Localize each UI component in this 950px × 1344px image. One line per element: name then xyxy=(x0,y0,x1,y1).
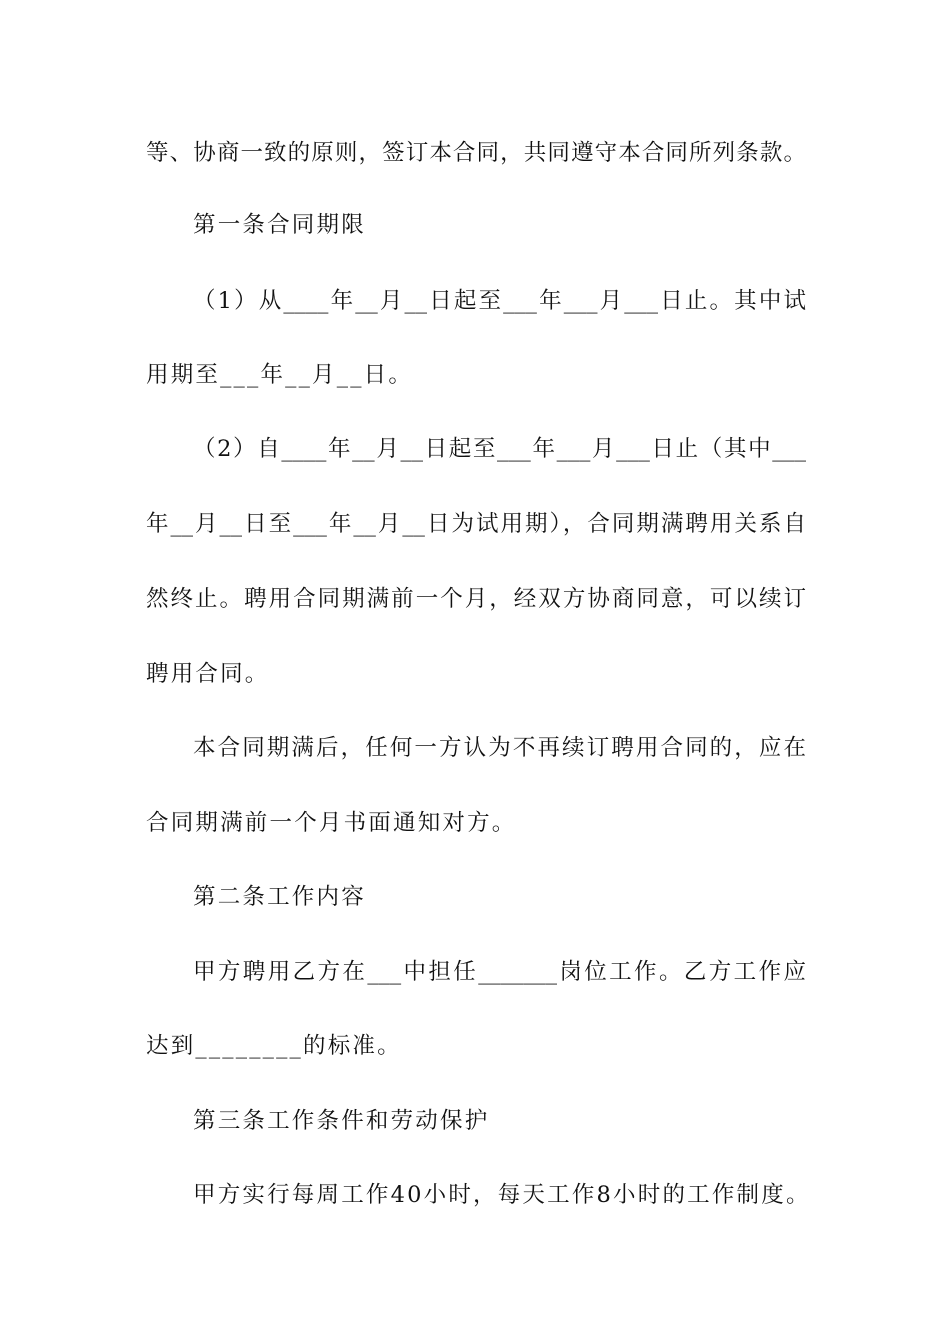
paragraph-line: 甲方实行每周工作40小时，每天工作8小时的工作制度。 xyxy=(193,1182,811,1208)
section-heading-work-content: 第二条工作内容 xyxy=(193,884,366,910)
paragraph-line: 本合同期满后，任何一方认为不再续订聘用合同的，应在 xyxy=(193,735,806,761)
section-heading-term: 第一条合同期限 xyxy=(193,212,366,238)
paragraph-line: 用期至___年__月__日。 xyxy=(146,362,414,388)
paragraph-line: 合同期满前一个月书面通知对方。 xyxy=(146,810,517,836)
paragraph-line: 达到________的标准。 xyxy=(146,1033,402,1059)
paragraph-line: 然终止。聘用合同期满前一个月，经双方协商同意，可以续订 xyxy=(146,586,806,612)
paragraph-line: （1）从____年__月__日起至___年___月___日止。其中试 xyxy=(193,288,806,314)
paragraph-line: （2）自____年__月__日起至___年___月___日止（其中___ xyxy=(193,436,806,462)
paragraph-line: 甲方聘用乙方在___中担任_______岗位工作。乙方工作应 xyxy=(193,959,806,985)
paragraph-line: 年__月__日至___年__月__日为试用期），合同期满聘用关系自 xyxy=(146,511,806,537)
section-heading-work-conditions: 第三条工作条件和劳动保护 xyxy=(193,1108,490,1134)
paragraph-line: 等、协商一致的原则，签订本合同，共同遵守本合同所列条款。 xyxy=(146,140,806,166)
paragraph-line: 聘用合同。 xyxy=(146,661,270,687)
